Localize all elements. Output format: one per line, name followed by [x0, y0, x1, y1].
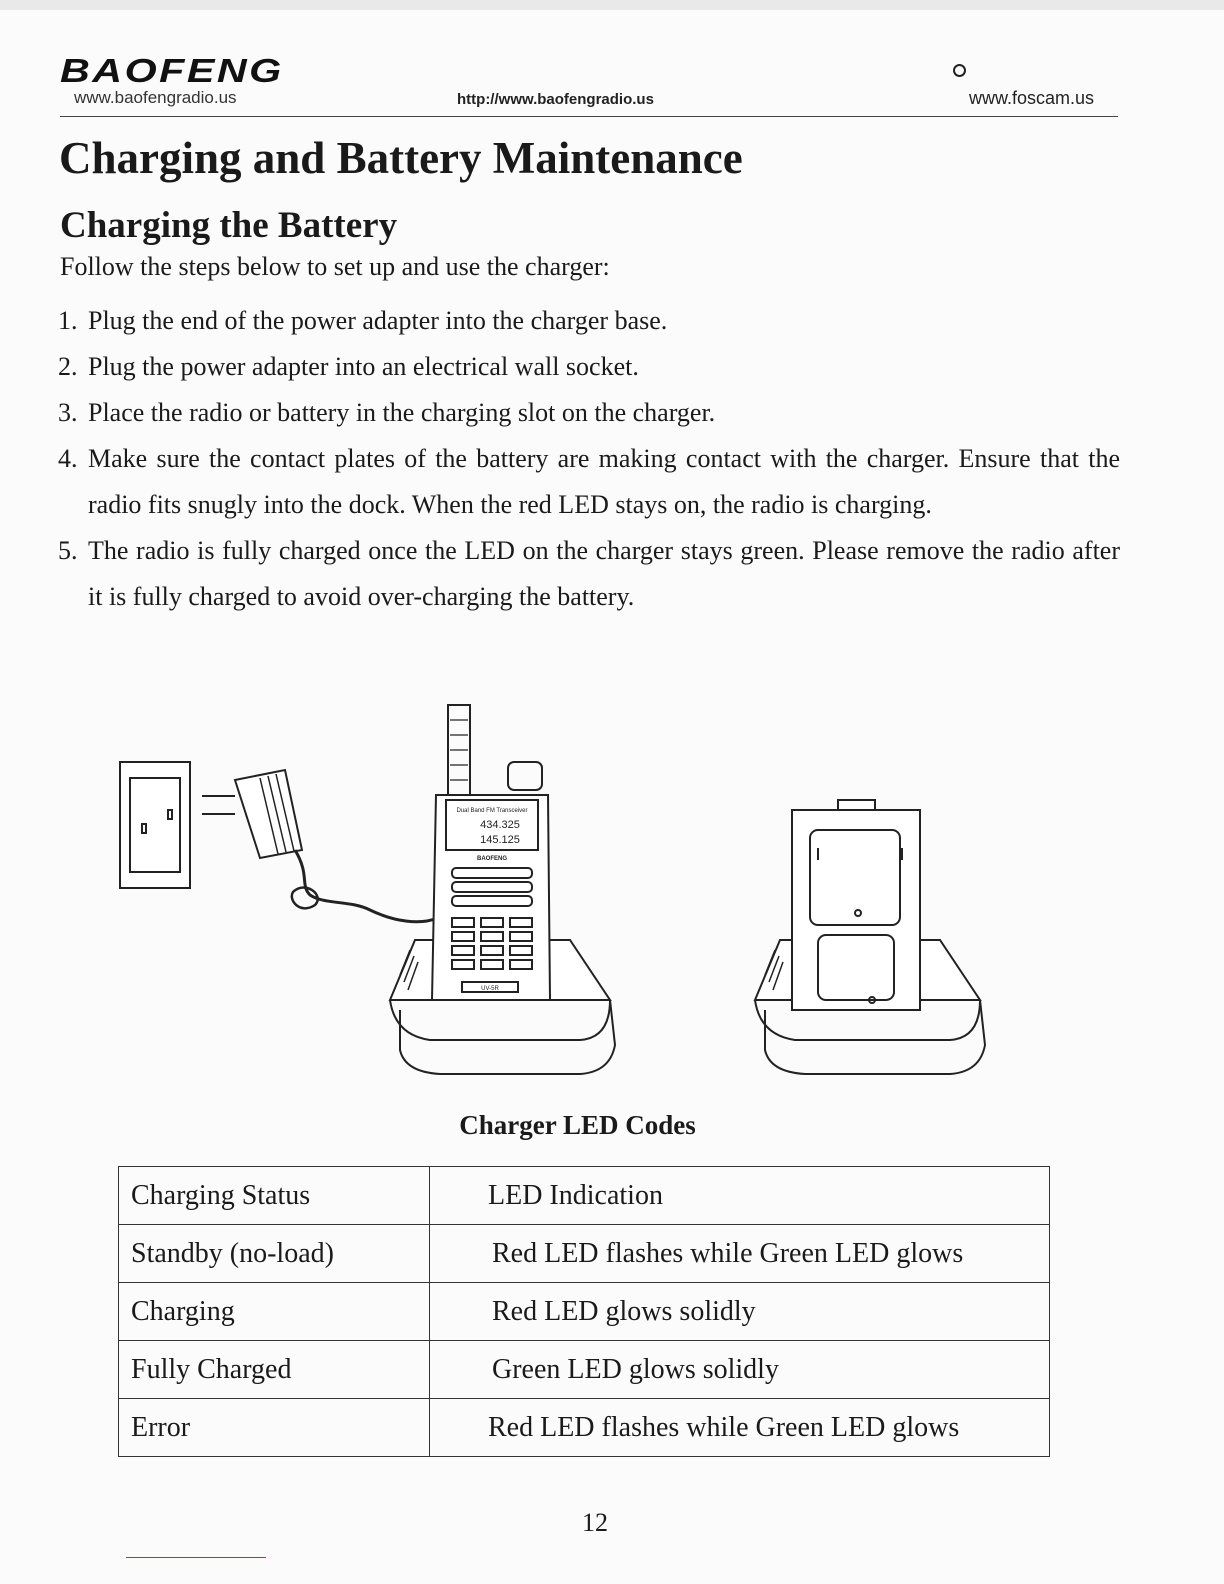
table-header-row: [119, 1167, 1050, 1225]
step-item: [58, 436, 1120, 528]
header-cell: LED Indication: [430, 1167, 1050, 1225]
step-text: The radio is fully charged once the LED on the charger stays green. Please remove the radio after it is fully charged to avoid over-charging the battery.: [88, 536, 1120, 611]
led-codes-table: [118, 1166, 1050, 1457]
radio-display-line2: 145.125: [480, 834, 520, 846]
indication-cell: Green LED glows solidly: [430, 1341, 1050, 1399]
step-text: Plug the end of the power adapter into the charger base.: [88, 306, 668, 335]
power-adapter-icon: [202, 770, 302, 858]
radio-display-line1: 434.325: [480, 819, 520, 831]
radio-brand-label: BAOFENG: [477, 856, 507, 862]
step-item: [58, 344, 1120, 390]
charger-illustration: [110, 700, 1010, 1090]
status-cell: Fully Charged: [119, 1341, 430, 1399]
led-codes-caption: Charger LED Codes: [459, 1110, 696, 1140]
footer-rule: [126, 1557, 266, 1558]
status-cell: Charging: [119, 1283, 430, 1341]
website-left: www.baofengradio.us: [74, 88, 237, 107]
step-number: 4.: [58, 444, 78, 473]
step-item: [58, 390, 1120, 436]
radio-model-label: UV-5R: [481, 986, 499, 992]
step-text: Place the radio or battery in the charging slot on the charger.: [88, 398, 716, 427]
intro-text: Follow the steps below to set up and use the charger:: [60, 252, 610, 281]
indication-cell: Red LED flashes while Green LED glows: [430, 1225, 1050, 1283]
step-number: 3.: [58, 398, 78, 427]
table-row: [119, 1341, 1050, 1399]
step-number: 2.: [58, 352, 78, 381]
scan-top-edge: [0, 0, 1224, 10]
step-text: Plug the power adapter into an electrical wall socket.: [88, 352, 639, 381]
header-dot: [953, 64, 966, 77]
battery-pack-icon: [792, 800, 920, 1010]
section-title: Charging the Battery: [60, 205, 398, 246]
table-row: [119, 1283, 1050, 1341]
radio-icon: [432, 705, 550, 1000]
page-number: 12: [582, 1508, 608, 1537]
step-number: 5.: [58, 536, 78, 565]
website-right: www.foscam.us: [968, 88, 1094, 108]
header-cell: Charging Status: [119, 1167, 430, 1225]
step-text: Make sure the contact plates of the battery are making contact with the charger. Ensure that the radio fits snugly into the dock. When the red LED stays on, the radio is charging.: [88, 444, 1120, 519]
table-row: [119, 1399, 1050, 1457]
step-item: [58, 528, 1120, 620]
brand-logo: BAOFENG: [60, 52, 284, 89]
radio-header-label: Dual Band FM Transceiver: [456, 808, 528, 814]
indication-cell: Red LED glows solidly: [430, 1283, 1050, 1341]
wall-socket-icon: [120, 762, 190, 888]
status-cell: Standby (no-load): [119, 1225, 430, 1283]
website-center: http://www.baofengradio.us: [457, 91, 654, 108]
page-title: Charging and Battery Maintenance: [59, 133, 743, 183]
status-cell: Error: [119, 1399, 430, 1457]
page-header: [60, 52, 1118, 117]
power-cable: [295, 850, 438, 922]
step-number: 1.: [58, 306, 78, 335]
charging-steps: [58, 298, 1120, 620]
table-row: [119, 1225, 1050, 1283]
indication-cell: Red LED flashes while Green LED glows: [430, 1399, 1050, 1457]
charger-illustration-svg: [110, 700, 1010, 1090]
step-item: [58, 298, 1120, 344]
